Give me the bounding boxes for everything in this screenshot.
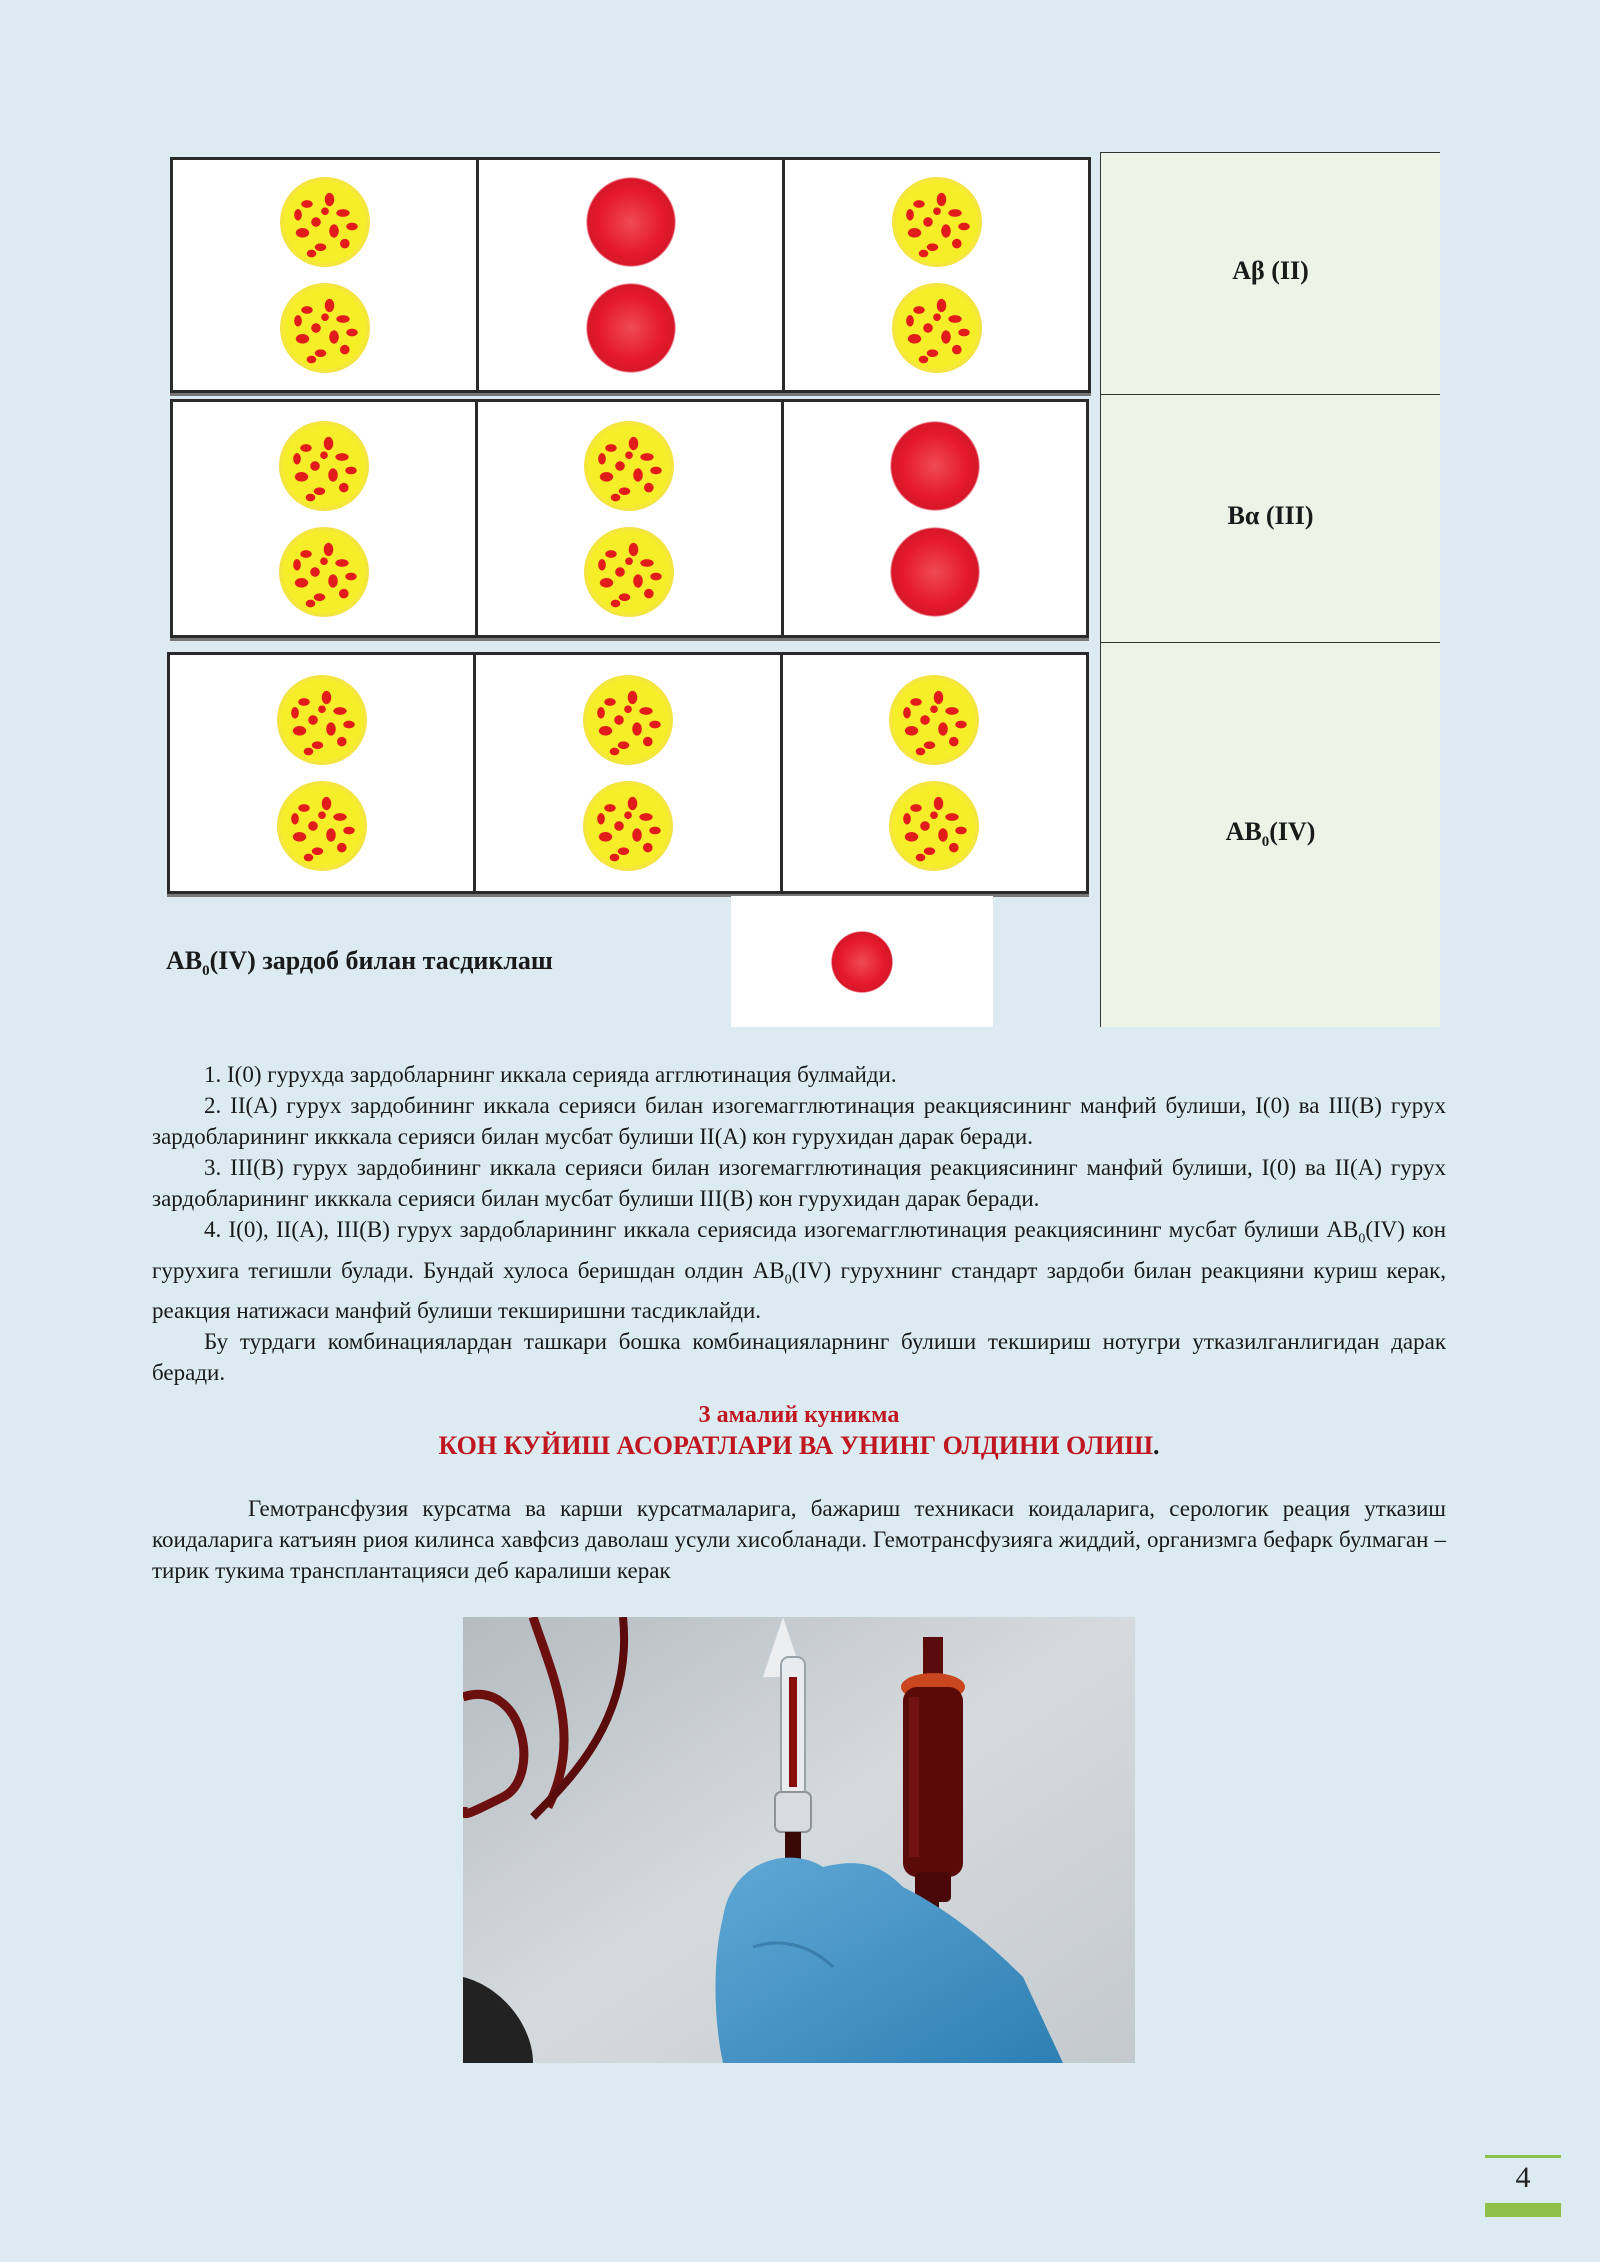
agglutinated-drop [889, 781, 979, 871]
negative-drop [890, 527, 980, 617]
page-number: 4 [1515, 2161, 1531, 2194]
page-number-rule-bottom [1485, 2203, 1561, 2217]
negative-drop [890, 421, 980, 511]
transfusion-photo [463, 1617, 1135, 2063]
divider [1101, 152, 1440, 153]
agglutinated-drop [889, 675, 979, 765]
agglutinated-drop [280, 177, 370, 267]
chart-cell [479, 160, 785, 390]
chart-row-2 [170, 399, 1089, 638]
divider [1101, 642, 1440, 643]
agglutinated-drop [277, 781, 367, 871]
numbered-list [152, 1059, 1446, 1388]
paragraph-1: 1. I(0) гурухда зардобларнинг иккала серияда агглютинация булмайди. [204, 1062, 897, 1087]
chart-row-3 [167, 652, 1089, 894]
page-number-rule-top [1485, 2155, 1561, 2158]
paragraph-3: 3. III(B) гурух зардобининг иккала серияси билан изогемагглютинация реакциясининг манфий булиши, I(0) ва II(A) гурух зардобларининг икккала серияси билан мусбат булиши III(B) кон гурухидан дарак беради. [152, 1155, 1446, 1211]
chart-cell [783, 655, 1086, 891]
group-label-ab0: $AB_0(IV)$ [1225, 817, 1316, 851]
group-label-column [1100, 152, 1440, 1027]
chart-cell [478, 402, 783, 635]
chart-cell [784, 402, 1086, 635]
negative-drop [586, 177, 676, 267]
negative-drop [586, 283, 676, 373]
paragraph-4: 4. I(0), II(A), III(B) гурух зардобларининг иккала сериясида изогемагглютинация реакциясининг мусбат булиши $AB_0(IV)$ кон гурухига тегишли булади. Бундай хулоса беришдан олдин $AB_0(IV)$ гурухнинг стандарт зардоби билан реакцияни куриш керак, реакция натижаси манфий булиши текширишни тасдиклайди. [152, 1217, 1446, 1324]
agglutinated-drop [583, 675, 673, 765]
group-label-b-alpha: Bα (III) [1227, 501, 1314, 530]
chart-cell [170, 655, 476, 891]
divider [1101, 394, 1440, 395]
agglutinated-drop [277, 675, 367, 765]
paragraph-2: 2. II(A) гурух зардобининг иккала серияси билан изогемагглютинация реакциясининг манфий булиши, I(0) ва III(B) гурух зардобларининг икккала серияси билан мусбат булиши II(A) кон гурухидан дарак беради. [152, 1093, 1446, 1149]
paragraph-5: Бу турдаги комбинациялардан ташкари бошка комбинацияларнинг булиши текшириш нотугри утказилганлигидан дарак беради. [152, 1329, 1446, 1386]
chart-cell [173, 160, 479, 390]
agglutinated-drop [279, 421, 369, 511]
negative-drop [831, 931, 893, 993]
chart-cell [173, 402, 478, 635]
agglutinated-drop [892, 283, 982, 373]
agglutinated-drop [584, 527, 674, 617]
chart-cell [785, 160, 1088, 390]
agglutinated-drop [583, 781, 673, 871]
section-subtitle: 3 амалий куникма [698, 1402, 900, 1428]
confirm-result-box [731, 896, 993, 1027]
section-title: КОН КУЙИШ АСОРАТЛАРИ ВА УНИНГ ОЛДИНИ ОЛИШ. [438, 1431, 1160, 1460]
agglutinated-drop [892, 177, 982, 267]
section-intro [152, 1493, 1446, 1586]
agglutinated-drop [584, 421, 674, 511]
group-label-a-beta: Aβ (II) [1232, 256, 1309, 285]
transfusion-illustration [463, 1617, 1135, 2063]
chart-row-1 [170, 157, 1091, 393]
chart-cell [476, 655, 782, 891]
agglutinated-drop [280, 283, 370, 373]
intro-paragraph: Гемотрансфузия курсатма ва карши курсатмаларига, бажариш техникаси коидаларига, серологик реация утказиш коидаларига катъиян риоя килинса хавфсиз даволаш усули хисобланади. Гемотрансфузияга жиддий, организмга бефарк булмаган – тирик тукима трансплантацияси деб каралиши керак [152, 1496, 1446, 1583]
agglutinated-drop [279, 527, 369, 617]
confirm-label: $AB_0(IV)$ зардоб билан тасдиклаш [166, 946, 553, 980]
